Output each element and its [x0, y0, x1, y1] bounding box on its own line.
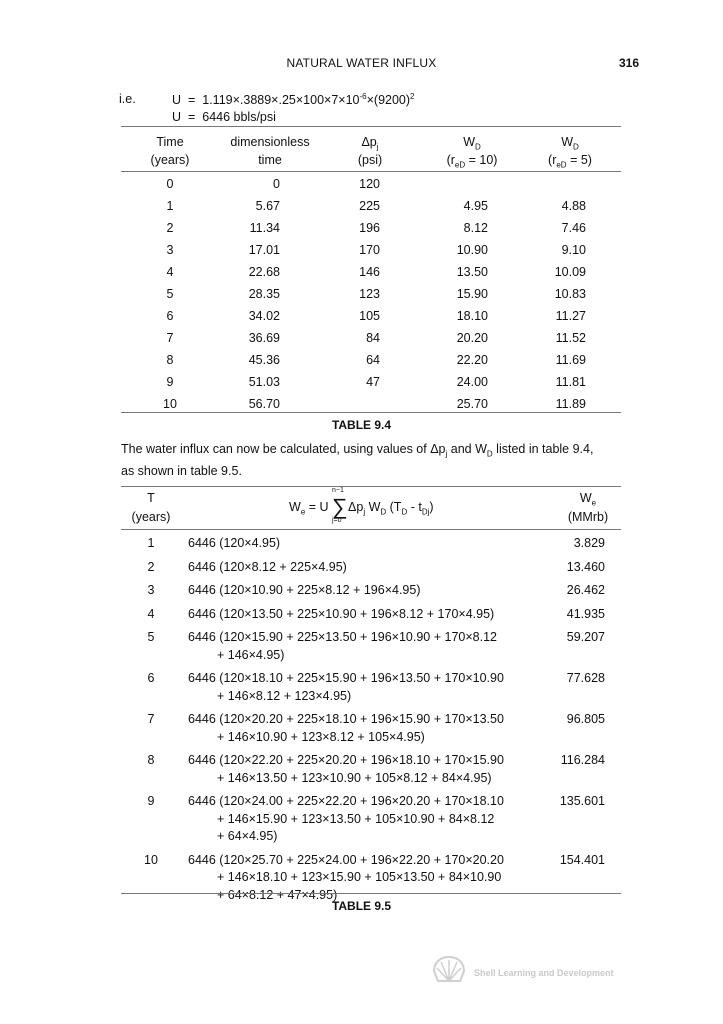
table4-cell-dp: 47: [366, 375, 380, 389]
table4-cell-t: 1: [166, 199, 174, 213]
table4-cell-t: 7: [166, 331, 174, 345]
equation-line-2: U = 6446 bbls/psi: [172, 110, 276, 124]
table5-cell-t: 10: [144, 852, 158, 867]
table4-cell-t: 6: [166, 309, 174, 323]
table4-cell-wd10: 25.70: [456, 397, 488, 411]
table4-header-wd5: $W_D$: [561, 135, 579, 152]
table4-cell-td: 36.69: [248, 331, 280, 345]
table4-cell-wd5: 7.46: [561, 221, 586, 235]
table4-cell-td: 5.67: [255, 199, 280, 213]
table5-bottom-rule: [121, 893, 621, 894]
table4-cell-wd5: 11.27: [555, 309, 586, 323]
table4-header-dimensionless: dimensionless: [230, 135, 310, 149]
table4-bottom-rule: [121, 412, 621, 413]
table4-cell-wd5: 11.69: [555, 353, 586, 367]
table5-expression-line: + 146×10.90 + 123×8.12 + 105×4.95): [217, 729, 425, 744]
table4-header-time-unit: (years): [150, 153, 190, 167]
table4-cell-wd5: 11.89: [555, 397, 586, 411]
table4-cell-wd10: 13.50: [456, 265, 488, 279]
table5-expression-line: + 146×13.50 + 123×10.90 + 105×8.12 + 84×4.95): [217, 770, 492, 785]
table4-cell-td: 22.68: [248, 265, 280, 279]
table4-cell-t: 0: [166, 177, 174, 191]
table4-cell-td: 56.70: [248, 397, 280, 411]
table4-header-wd10-red: $(r_{eD} = 10)$: [446, 153, 498, 170]
table5-header-we-unit: (MMrb): [567, 510, 609, 524]
table4-cell-wd5: 10.83: [554, 287, 586, 301]
footer-text: Shell Learning and Development: [474, 968, 614, 978]
table5-expression-line: 6446 (120×24.00 + 225×22.20 + 196×20.20 + 170×18.10: [188, 794, 504, 808]
table5-expression-line: + 64×4.95): [217, 829, 278, 843]
table4-header-time: Time: [156, 135, 184, 149]
table5-expression-line: 6446 (120×8.12 + 225×4.95): [188, 559, 347, 574]
table5-cell-we: 135.601: [559, 794, 605, 808]
table4-cell-dp: 64: [366, 353, 380, 367]
table4-cell-td: 17.01: [248, 243, 280, 257]
table5-header-t: T: [147, 491, 155, 505]
table4-cell-dp: 123: [359, 287, 380, 301]
table4-cell-td: 34.02: [248, 309, 280, 323]
table5-cell-we: 3.829: [573, 536, 605, 550]
table4-cell-t: 9: [166, 375, 174, 389]
table4-cell-dp: 225: [359, 199, 380, 213]
table4-header-wd5-red: $(r_{eD} = 5)$: [548, 153, 592, 170]
table5-cell-t: 2: [147, 559, 155, 574]
table5-header-rule: [121, 529, 621, 530]
table5-expression-line: 6446 (120×15.90 + 225×13.50 + 196×10.90 + 170×8.12: [188, 630, 497, 644]
sigma-upper-limit: n−1: [332, 486, 344, 494]
table5-header-t-unit: (years): [131, 510, 171, 524]
table4-cell-wd5: 4.88: [561, 199, 586, 213]
table5-cell-we: 154.401: [559, 852, 605, 867]
table4-cell-td: 45.36: [248, 353, 280, 367]
table5-cell-t: 9: [147, 794, 155, 808]
table5-expression-line: 6446 (120×22.20 + 225×20.20 + 196×18.10 + 170×15.90: [188, 753, 504, 767]
table5-header-formula: $W_e = U$ ∑ n−1 j=0 $\Delta p_j$ $W_D$ $(T_D - t_{Dj})$: [289, 486, 434, 524]
table5-cell-we: 96.805: [566, 712, 605, 726]
table4-cell-td: 0: [273, 177, 280, 191]
body-paragraph: The water influx can now be calculated, using values of $\Delta p_j$ and $W_D$ listed in table 9.4, as shown in table 9.5.: [121, 442, 594, 478]
table4-cell-wd10: 4.95: [463, 199, 488, 213]
table5-top-rule: [121, 486, 621, 487]
table4-cell-wd5: 11.52: [555, 331, 586, 345]
table5-caption: TABLE 9.5: [331, 899, 392, 913]
table5-expression-line: 6446 (120×10.90 + 225×8.12 + 196×4.95): [188, 583, 421, 597]
sigma-lower-limit: j=0: [332, 516, 342, 524]
table5-cell-t: 4: [147, 606, 155, 621]
table4-cell-dp: 105: [359, 309, 380, 323]
table5-expression-line: 6446 (120×25.70 + 225×24.00 + 196×22.20 + 170×20.20: [188, 852, 504, 867]
equation-line-1: $U = 1.119\times.3889\times.25\times 100\times 7\times 10^{-6}\times(9200)^2$: [172, 92, 415, 108]
table4-header-dimensionless-time: time: [258, 153, 282, 167]
table4-cell-wd10: 8.12: [463, 221, 488, 235]
table5-expression-line: 6446 (120×4.95): [188, 536, 281, 550]
table4-cell-wd5: 10.09: [554, 265, 586, 279]
ie-label: i.e.: [119, 92, 136, 106]
table4-cell-dp: 196: [359, 221, 380, 235]
table5-expression-line: + 146×8.12 + 123×4.95): [217, 688, 352, 703]
table4-cell-dp: 84: [366, 331, 380, 345]
table4-cell-t: 5: [166, 287, 174, 301]
table4-cell-td: 51.03: [248, 375, 280, 389]
table4-header-rule: [121, 171, 621, 172]
table4-caption: TABLE 9.4: [331, 418, 392, 432]
shell-logo-icon: [432, 955, 466, 988]
table4-cell-wd10: 20.20: [456, 331, 488, 345]
table5-cell-t: 1: [147, 536, 155, 550]
table5-cell-we: 13.460: [566, 559, 605, 574]
table4-cell-t: 3: [166, 243, 174, 257]
table5-expression-line: 6446 (120×18.10 + 225×15.90 + 196×13.50 + 170×10.90: [188, 671, 504, 685]
table4-cell-wd5: 9.10: [561, 243, 586, 257]
page-number: 316: [618, 56, 639, 70]
table4-top-rule: [121, 126, 621, 127]
table4-header-dp-unit: (psi): [357, 153, 383, 167]
table4-cell-t: 4: [166, 265, 174, 279]
table4-cell-wd10: 24.00: [456, 375, 488, 389]
table5-cell-t: 3: [147, 583, 155, 597]
table5-cell-we: 59.207: [566, 630, 605, 644]
table4-cell-td: 28.35: [248, 287, 280, 301]
table4-cell-td: 11.34: [249, 221, 280, 235]
table4-cell-wd10: 10.90: [456, 243, 488, 257]
sigma-icon: ∑: [332, 493, 348, 519]
table4-cell-wd10: 18.10: [456, 309, 488, 323]
table4-cell-wd10: 22.20: [456, 353, 488, 367]
table5-cell-we: 41.935: [566, 606, 605, 621]
table4-cell-wd5: 11.81: [555, 375, 586, 389]
table5-cell-t: 7: [147, 712, 155, 726]
table5-cell-t: 8: [147, 753, 155, 767]
table5-cell-we: 116.284: [560, 753, 605, 767]
table5-cell-we: 26.462: [566, 583, 605, 597]
table4-cell-dp: 120: [359, 177, 380, 191]
table5-header-we: $W_e$: [579, 491, 597, 508]
table4-cell-dp: 146: [359, 265, 380, 279]
table5-cell-t: 6: [147, 671, 155, 685]
table5-expression-line: 6446 (120×13.50 + 225×10.90 + 196×8.12 + 170×4.95): [188, 606, 495, 621]
table5-expression-line: + 64×8.12 + 47×4.95): [217, 887, 338, 902]
table5-expression-line: + 146×18.10 + 123×15.90 + 105×13.50 + 84×10.90: [217, 870, 502, 884]
table5-expression-line: + 146×15.90 + 123×13.50 + 105×10.90 + 84×8.12: [217, 811, 495, 826]
table5-expression-line: 6446 (120×20.20 + 225×18.10 + 196×15.90 + 170×13.50: [188, 712, 504, 726]
table5-cell-t: 5: [147, 630, 155, 644]
table4-cell-dp: 170: [359, 243, 380, 257]
table4-cell-t: 2: [166, 221, 174, 235]
table4-header-wd10: $W_D$: [463, 135, 481, 152]
running-header-title: NATURAL WATER INFLUX: [286, 56, 437, 70]
table5-cell-we: 77.628: [566, 671, 605, 685]
table5-expression-line: + 146×4.95): [217, 647, 285, 662]
table4-cell-wd10: 15.90: [456, 287, 488, 301]
table4-cell-t: 10: [163, 397, 177, 411]
table4-cell-t: 8: [166, 353, 174, 367]
table4-header-dp: $\Delta p_j$: [361, 135, 379, 152]
